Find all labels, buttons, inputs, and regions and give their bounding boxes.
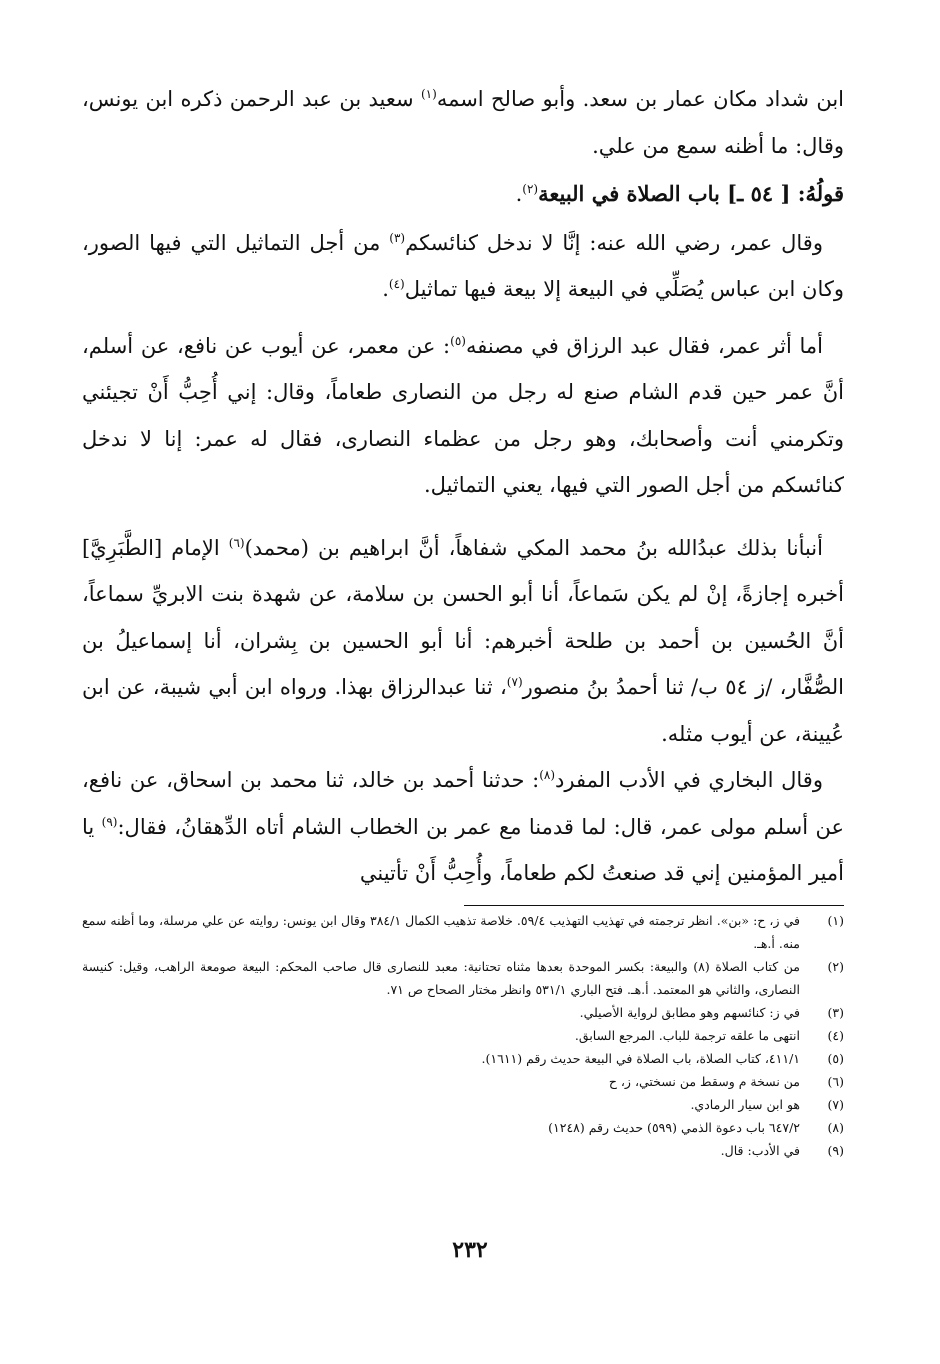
footnote-text: في ز: كنائسهم وهو مطابق لرواية الأصيلي. xyxy=(579,1004,800,1020)
footnote-number: (٣) xyxy=(827,1004,844,1020)
footnote-divider xyxy=(464,905,844,906)
footnote-item xyxy=(82,909,844,955)
footnote-item xyxy=(82,1047,844,1070)
footnote-number: (٧) xyxy=(827,1096,844,1112)
text-run: ، ثنا عبدالرزاق بهذا. ورواه ابن أبي شيبة، عن ابن عُيينة، عن أيوب مثله. xyxy=(82,675,844,746)
heading-text: [ ٥٤ ـ] باب الصلاة في البيعة xyxy=(538,181,798,206)
paragraph-3 xyxy=(82,220,844,313)
text-run: الإمام [الطَّبَرِيَّ] أخبره إجازةً، إنْ لم يكن سَماعاً، أنا أبو الحسن بن سلامة، عن شهدة بنت الابريِّ سماعاً، أنَّ الحُسين بن أحمد بن طلحة أخبرهم: أنا أبو الحسين بن بِشران، أنا إسماعيلُ بن الصُّفَّار، /ز ٥٤ ب/ ثنا أحمدُ بنُ منصور xyxy=(82,535,844,699)
footnote-number: (٢) xyxy=(827,958,844,974)
section-heading xyxy=(82,171,844,218)
footnote-number: (٨) xyxy=(827,1119,844,1135)
text-run: أنبأنا بذلك عبدُالله بنُ محمد المكي شفاهاً، أنَّ ابراهيم بن (محمد) xyxy=(244,535,823,560)
text-run: سعيد بن عبد الرحمن ذكره ابن يونس، وقال: ما أظنه سمع من علي. xyxy=(82,87,844,158)
footnote-number: (١) xyxy=(827,912,844,928)
footnote-item xyxy=(82,1024,844,1047)
paragraph-1 xyxy=(82,76,844,169)
footnote-item xyxy=(82,955,844,1001)
footnote-text: ٤١١/١، كتاب الصلاة، باب الصلاة في البيعة حديث رقم (١٦١١). xyxy=(481,1050,800,1066)
text-run: من أجل التماثيل التي فيها الصور، وكان ابن عباس يُصَلِّي في البيعة إلا بيعة فيها تماثيل xyxy=(82,230,844,301)
footnote-number: (٦) xyxy=(827,1073,844,1089)
footnote-item xyxy=(82,1093,844,1116)
footnote-item xyxy=(82,1139,844,1162)
heading-lead: قولُهُ: xyxy=(797,181,844,206)
text-run: . xyxy=(515,182,523,206)
text-run: . xyxy=(382,277,389,301)
paragraph-4 xyxy=(82,323,844,509)
main-text xyxy=(82,76,844,897)
footnote-text: هو ابن سيار الرمادي. xyxy=(690,1096,800,1112)
footnote-ref[interactable]: (٧) xyxy=(506,675,523,689)
footnote-ref[interactable]: (١) xyxy=(420,87,437,101)
text-run: ابن شداد مكان عمار بن سعد. وأبو صالح اسمه xyxy=(436,87,845,111)
footnote-number: (٩) xyxy=(827,1142,844,1158)
page-number: ٢٣٢ xyxy=(452,1237,488,1263)
paragraph-6 xyxy=(82,757,844,897)
footnote-number: (٥) xyxy=(827,1050,844,1066)
footnote-ref[interactable]: (٦) xyxy=(228,535,245,550)
footnote-text: من نسخة م وسقط من نسختي، ز، ح xyxy=(608,1073,800,1089)
paragraph-5 xyxy=(82,525,844,758)
text-run: وقال البخاري في الأدب المفرد xyxy=(555,768,823,792)
text-run: وقال عمر، رضي الله عنه: إنَّا لا ندخل كنائسكم xyxy=(405,230,823,255)
footnote-text: انتهى ما علقه ترجمة للباب. المرجع السابق. xyxy=(574,1027,800,1043)
footnote-ref[interactable]: (٢) xyxy=(522,182,539,196)
footnote-ref[interactable]: (٣) xyxy=(389,230,406,245)
footnote-text: ٦٤٧/٢ باب دعوة الذمي (٥٩٩) حديث رقم (١٢٤٨) xyxy=(548,1119,800,1135)
footnote-item xyxy=(82,1116,844,1139)
footnotes xyxy=(82,909,844,1162)
text-run: : عن معمر، عن أيوب عن نافع، عن أسلم، أنَّ عمر حين قدم الشام صنع له رجل من النصارى طعاماً، وقال: إني أُحِبُّ أَنْ تجيئني وتكرمني أنت وأصحابك، وهو رجل من عظماء النصارى، فقال له عمر: إنا لا ندخل كنائسكم من أجل الصور التي فيها، يعني التماثيل. xyxy=(82,333,844,497)
text-run: يا أمير المؤمنين إني قد صنعتُ لكم طعاماً، وأُحِبُّ أَنْ تأتيني xyxy=(82,814,844,885)
text-run: أما أثر عمر، فقال عبد الرزاق في مصنفه xyxy=(465,333,823,358)
footnote-ref[interactable]: (٥) xyxy=(450,333,466,348)
text-run: : حدثنا أحمد بن خالد، ثنا محمد بن اسحاق، عن نافع، عن أسلم مولى عمر، قال: لما قدمنا مع عمر بن الخطاب الشام أتاه الدِّهقانُ، فقال: xyxy=(82,768,844,839)
footnote-ref[interactable]: (٩) xyxy=(101,814,118,829)
footnote-item xyxy=(82,1070,844,1093)
footnote-item xyxy=(82,1001,844,1024)
footnote-ref[interactable]: (٤) xyxy=(388,277,405,291)
footnote-text: في ز، ح: «بن». انظر ترجمته في تهذيب التهذيب ٥٩/٤. خلاصة تذهيب الكمال ٣٨٤/١ وقال ابن يونس: روايته عن علي مرسلة، وما أظنه سمع منه. أ.هـ. xyxy=(82,912,800,951)
footnote-ref[interactable]: (٨) xyxy=(539,768,556,782)
footnote-number: (٤) xyxy=(827,1027,844,1043)
footnote-text: في الأدب: قال. xyxy=(720,1142,800,1158)
footnote-text: من كتاب الصلاة (٨) والبيعة: بكسر الموحدة بعدها مثناه تحتانية: معبد للنصارى قال صاحب المحكم: البيعة صومعة الراهب، وقيل: كنيسة النصارى، والثاني هو المعتمد. أ.هـ. فتح الباري ٥٣١/١ وانظر مختار الصحاح ص ٧١. xyxy=(82,958,800,997)
